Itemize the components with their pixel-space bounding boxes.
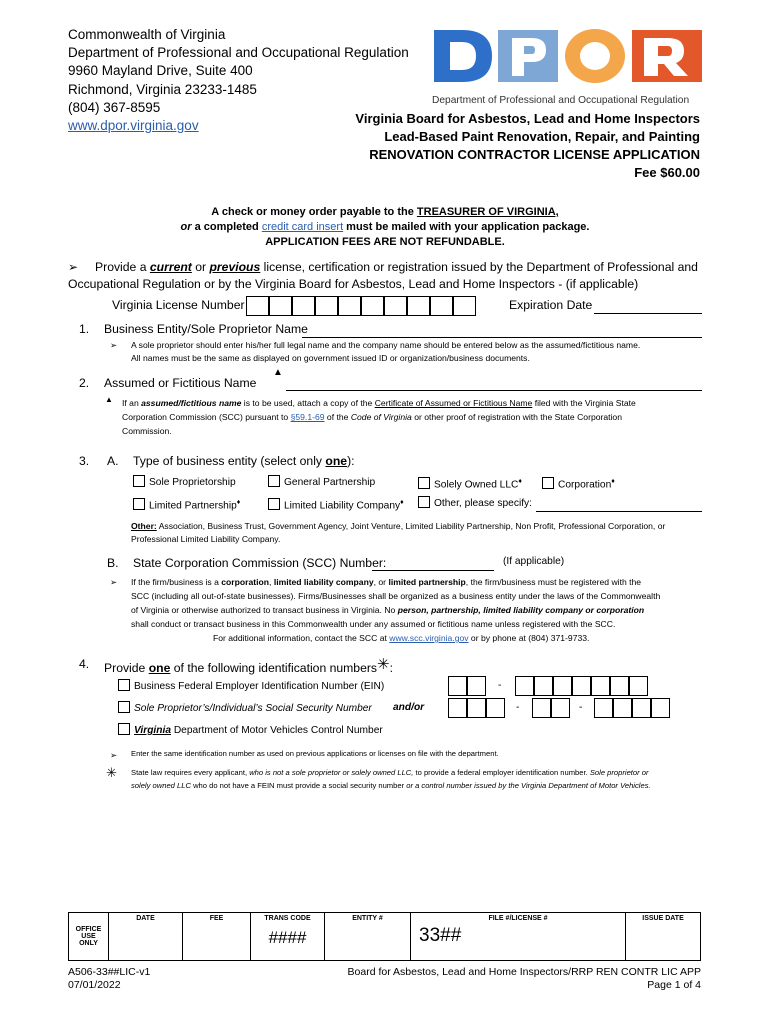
q3-number: 3. <box>79 454 90 468</box>
checkbox[interactable] <box>418 496 430 508</box>
option-solely-owned-llc[interactable]: Solely Owned LLC♦ <box>418 475 522 492</box>
dash: - <box>516 702 520 713</box>
expiration-date-field[interactable] <box>594 313 702 314</box>
digit-box[interactable] <box>292 296 315 316</box>
checkbox[interactable] <box>133 475 145 487</box>
office-fee-cell: FEE <box>183 913 251 961</box>
address-line: Department of Professional and Occupational Regulation <box>68 45 409 61</box>
address-line: Richmond, Virginia 23233-1485 <box>68 81 257 97</box>
digit-box[interactable] <box>448 676 467 696</box>
digit-box[interactable] <box>572 676 591 696</box>
license-number-label: Virginia License Number <box>112 298 245 312</box>
and-or-label: and/or <box>393 702 425 713</box>
digit-box[interactable] <box>553 676 572 696</box>
form-id: A506-33##LIC-v1 <box>68 966 151 978</box>
q2-note-2: Corporation Commission (SCC) pursuant to §59.1-69 of the Code of Virginia or other proof of registration with the State Corporation <box>122 412 622 422</box>
option-limited-partnership[interactable]: Limited Partnership♦ <box>133 496 240 513</box>
trans-code-value: #### <box>268 928 307 947</box>
scc-note-3: of Virginia or otherwise authorized to transact business in Virginia. No person, partnership, limited liability company or corporation <box>131 605 645 615</box>
digit-box[interactable] <box>532 698 551 718</box>
digit-box[interactable] <box>613 698 632 718</box>
q3b-label: B. <box>107 556 119 570</box>
checkbox[interactable] <box>118 723 130 735</box>
fee-label: Fee $60.00 <box>634 165 700 180</box>
asterisk-marker-icon: ✳ <box>377 656 390 673</box>
office-entity-cell: ENTITY # <box>325 913 411 961</box>
scc-note-5: For additional information, contact the SCC at www.scc.virginia.gov or by phone at (804) 371-9733. <box>213 633 590 643</box>
q4-label: Provide one of the following identification numbers✳: <box>104 656 393 675</box>
page-number: Page 1 of 4 <box>647 979 701 991</box>
q2-label: Assumed or Fictitious Name <box>104 376 257 390</box>
checkbox[interactable] <box>133 498 145 510</box>
q4-note-1: Enter the same identification number as used on previous applications or licenses on file with the department. <box>131 749 499 758</box>
scc-website-link[interactable]: www.scc.virginia.gov <box>389 633 469 643</box>
checkbox[interactable] <box>542 477 554 489</box>
option-other[interactable]: Other, please specify: <box>418 496 532 511</box>
q3a-text: Type of business entity (select only one): <box>133 454 355 468</box>
form-title <box>355 110 700 182</box>
digit-box[interactable] <box>246 296 269 316</box>
scc-number-field[interactable] <box>372 570 494 571</box>
q1-label: Business Entity/Sole Proprietor Name <box>104 322 308 336</box>
license-intro: ➢ Provide a current or previous license, certification or registration issued by the Department of Professional and Occupational Regulation or by the Virginia Board for Asbestos, Lead and Home Inspectors - (if applicable) <box>68 260 698 291</box>
other-definition-2: Professional Limited Liability Company. <box>131 534 281 544</box>
digit-box[interactable] <box>632 698 651 718</box>
checkbox[interactable] <box>118 701 130 713</box>
dash: - <box>498 680 502 691</box>
checkbox[interactable] <box>268 498 280 510</box>
business-name-field[interactable] <box>302 337 702 338</box>
triangle-marker-icon: ▲ <box>105 395 113 404</box>
digit-box[interactable] <box>610 676 629 696</box>
office-issue-date-cell: ISSUE DATE <box>626 913 701 961</box>
digit-box[interactable] <box>361 296 384 316</box>
logo-caption: Department of Professional and Occupational Regulation <box>432 95 690 106</box>
digit-box[interactable] <box>384 296 407 316</box>
credit-card-insert-link[interactable]: credit card insert <box>261 221 344 233</box>
digit-box[interactable] <box>551 698 570 718</box>
fees-not-refundable: APPLICATION FEES ARE NOT REFUNDABLE. <box>265 236 505 248</box>
expiration-date-label: Expiration Date <box>509 298 593 312</box>
board-name: Virginia Board for Asbestos, Lead and Home Inspectors <box>355 111 700 126</box>
option-sole-proprietorship[interactable]: Sole Proprietorship <box>133 475 236 490</box>
digit-box[interactable] <box>515 676 534 696</box>
file-license-value: 33## <box>419 925 462 946</box>
payment-note-line2: or a completed credit card insert must be mailed with your application package. <box>180 221 590 233</box>
office-trans-code-cell: TRANS CODE #### <box>251 913 325 961</box>
checkbox[interactable] <box>118 679 130 691</box>
other-specify-field[interactable] <box>536 511 702 512</box>
option-dmv[interactable]: Virginia Department of Motor Vehicles Control Number <box>118 723 383 738</box>
triangle-marker-icon: ▲ <box>273 367 283 378</box>
scc-note-1: If the firm/business is a corporation, limited liability company, or limited partnership, the firm/business must be registered with the <box>131 577 642 587</box>
website-link[interactable]: www.dpor.virginia.gov <box>68 118 199 134</box>
other-definition-1: Other: Association, Business Trust, Government Agency, Joint Venture, Limited Liability Partnership, Non Profit, Professional Corporation, or <box>131 521 666 531</box>
digit-box[interactable] <box>629 676 648 696</box>
digit-box[interactable] <box>651 698 670 718</box>
bullet-arrow-icon: ➢ <box>68 260 79 274</box>
option-llc[interactable]: Limited Liability Company♦ <box>268 496 404 513</box>
code-section-link[interactable]: §59.1-69 <box>290 412 325 422</box>
q1-note-1: A sole proprietor should enter his/her full legal name and the company name should be entered below as the assumed/fictitious name. <box>131 340 641 350</box>
option-general-partnership[interactable]: General Partnership <box>268 475 375 490</box>
q4-note-2: State law requires every applicant, who is not a sole proprietor or solely owned LLC, to provide a federal employer identification number. Sole proprietor or <box>131 768 649 777</box>
q4-note-arrow-icon: ➢ <box>110 750 118 760</box>
digit-box[interactable] <box>591 676 610 696</box>
checkbox[interactable] <box>418 477 430 489</box>
digit-box[interactable] <box>467 676 486 696</box>
digit-box[interactable] <box>269 296 292 316</box>
scc-if-applicable: (If applicable) <box>503 556 565 567</box>
treasurer-link: TREASURER OF VIRGINIA, <box>416 206 559 218</box>
assumed-name-field[interactable] <box>286 390 702 391</box>
q4-number: 4. <box>79 657 90 671</box>
option-corporation[interactable]: Corporation♦ <box>542 475 615 492</box>
scc-note-4: shall conduct or transact business in this Commonwealth under any assumed or fictitious name unless registered with the SCC. <box>131 619 616 629</box>
q2-note-3: Commission. <box>122 426 172 436</box>
address-line: 9960 Mayland Drive, Suite 400 <box>68 63 253 79</box>
q1-note-2: All names must be the same as displayed on government issued ID or organization/business documents. <box>131 353 530 363</box>
digit-box[interactable] <box>430 296 453 316</box>
option-ssn[interactable]: Sole Proprietor’s/Individual’s Social Security Number <box>118 701 372 716</box>
digit-box[interactable] <box>594 698 613 718</box>
q1-number: 1. <box>79 322 90 336</box>
program-name: Lead-Based Paint Renovation, Repair, and Painting <box>384 129 700 144</box>
digit-box[interactable] <box>453 296 476 316</box>
address-line: Commonwealth of Virginia <box>68 27 226 42</box>
office-date-cell: DATE <box>109 913 183 961</box>
digit-box[interactable] <box>534 676 553 696</box>
scc-note-2: SCC (including all out-of-state businesses). Firms/Businesses shall be organized as a business entity under the laws of the Commonwealth <box>131 591 661 601</box>
scc-note-arrow-icon: ➢ <box>110 577 118 587</box>
dash: - <box>579 702 583 713</box>
digit-box[interactable] <box>448 698 467 718</box>
digit-box[interactable] <box>315 296 338 316</box>
form-date: 07/01/2022 <box>68 979 121 991</box>
q3a-label: A. <box>107 454 119 468</box>
application-title: RENOVATION CONTRACTOR LICENSE APPLICATION <box>369 147 700 162</box>
asterisk-marker-icon: ✳ <box>106 765 117 780</box>
dpor-logo <box>432 28 704 110</box>
digit-box[interactable] <box>467 698 486 718</box>
digit-box[interactable] <box>338 296 361 316</box>
option-ein[interactable]: Business Federal Employer Identification Number (EIN) <box>118 679 384 694</box>
digit-box[interactable] <box>486 698 505 718</box>
payment-note-line1: A check or money order payable to the TREASURER OF VIRGINIA, <box>211 206 559 218</box>
q1-note-arrow-icon: ➢ <box>110 340 118 350</box>
digit-box[interactable] <box>407 296 430 316</box>
footer-board: Board for Asbestos, Lead and Home Inspectors/RRP REN CONTR LIC APP <box>347 966 701 978</box>
scc-number-label: State Corporation Commission (SCC) Number: <box>133 556 387 570</box>
office-use-table <box>68 912 701 961</box>
checkbox[interactable] <box>268 475 280 487</box>
office-file-license-cell: FILE #/LICENSE # 33## <box>411 913 626 961</box>
address-line: (804) 367-8595 <box>68 99 161 115</box>
q2-note-1: If an assumed/fictitious name is to be used, attach a copy of the Certificate of Assumed or Fictitious Name filed with the Virginia State <box>122 398 636 408</box>
q4-note-3: solely owned LLC who do not have a FEIN must provide a social security number or a control number issued by the Virginia Department of Motor Vehicles. <box>131 781 651 790</box>
certificate-link[interactable]: Certificate of Assumed or Fictitious Name <box>374 398 533 408</box>
office-use-label: OFFICE USE ONLY <box>69 913 109 961</box>
q2-number: 2. <box>79 376 90 390</box>
